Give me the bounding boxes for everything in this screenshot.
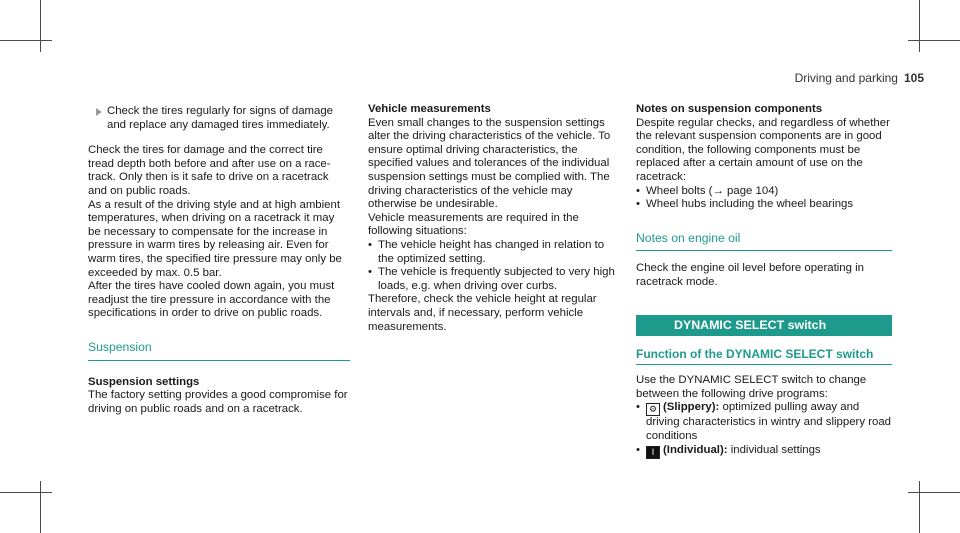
list-item: • ⚙ (Slippery): optimized pulling away and driving characteristics in wintry and slippery road conditions (636, 401, 891, 442)
list-item: • The vehicle is frequently subjected to very high loads, e.g. when driving over curbs. (368, 266, 615, 292)
page-number: 105 (903, 71, 924, 85)
crop-mark (919, 0, 920, 52)
paragraph: Vehicle measurements are required in the following situations: (368, 211, 579, 238)
individual-icon: I (646, 446, 660, 459)
column-right (636, 103, 892, 459)
crop-mark (908, 492, 960, 493)
crop-mark (40, 481, 41, 533)
paragraph: Even small changes to the suspension settings alter the driving characteristics of the vehicle. To ensure optimal driving characteristics, the specified values and tolerances of the individual suspension settings must be complied with. The driving characteristics of the vehicle may otherwise be undesirable. (368, 116, 611, 211)
list-item: • Wheel hubs including the wheel bearings (636, 198, 854, 211)
section-heading-suspension: Suspension (88, 341, 350, 361)
heading-vehicle-measurements: Vehicle measurements (368, 103, 491, 115)
running-header (795, 71, 924, 85)
crop-mark (919, 481, 920, 533)
paragraph: Check the tires for damage and the correct tire tread depth both before and after use on a race-track. Only then is it safe to drive on a racetrack and on public roads. (88, 144, 331, 197)
list-item: • The vehicle height has changed in relation to the optimized setting. (368, 238, 605, 265)
crop-mark (908, 40, 960, 41)
paragraph: Therefore, check the vehicle height at regular intervals and, if necessary, perform vehicle measurements. (368, 293, 597, 333)
column-left (88, 104, 350, 416)
list-item[interactable]: • Wheel bolts (→ page 104) (636, 184, 779, 197)
column-middle (368, 103, 620, 334)
list-item: • I (Individual): individual settings (636, 443, 821, 457)
action-arrow-icon (96, 108, 102, 116)
crop-mark (0, 492, 52, 493)
paragraph: As a result of the driving style and at high ambient temperatures, when driving on a racetrack it may be necessary to compensate for the increase in pressure in warm tires by releasing air. Even for warm tires, the specified tire pressure may only be exceeded by max. 0.5 bar. (88, 198, 342, 279)
action-text: Check the tires regularly for signs of damage and replace any damaged tires immediately. (107, 105, 334, 131)
section-banner-dynamic-select: DYNAMIC SELECT switch (636, 315, 892, 336)
heading-suspension-components: Notes on suspension components (636, 103, 823, 115)
paragraph: Use the DYNAMIC SELECT switch to change between the following drive programs: (636, 374, 867, 400)
heading-function-dynamic-select: Function of the DYNAMIC SELECT switch (636, 348, 892, 366)
crop-mark (40, 0, 41, 52)
paragraph: After the tires have cooled down again, you must readjust the tire pressure in accordance with the specifications in order to drive on public roads. (88, 280, 335, 320)
action-step (88, 104, 350, 132)
paragraph: Despite regular checks, and regardless of whether the relevant suspension components are in good condition, the following components must be replaced after a certain amount of use on the racetrack: (636, 116, 890, 183)
section-heading-engine-oil: Notes on engine oil (636, 232, 892, 252)
paragraph: Check the engine oil level before operating in racetrack mode. (636, 262, 864, 288)
paragraph: The factory setting provides a good compromise for driving on public roads and on a racetrack. (88, 389, 348, 415)
header-section: Driving and parking (794, 71, 898, 85)
bullet-list (636, 185, 892, 212)
crop-mark (0, 40, 52, 41)
page-reference-link[interactable]: Wheel bolts (→ page 104) (646, 184, 779, 197)
subheading-suspension-settings: Suspension settings (88, 375, 200, 388)
slippery-icon: ⚙ (646, 403, 660, 416)
bullet-list (368, 239, 620, 293)
drive-program-list (636, 401, 892, 458)
